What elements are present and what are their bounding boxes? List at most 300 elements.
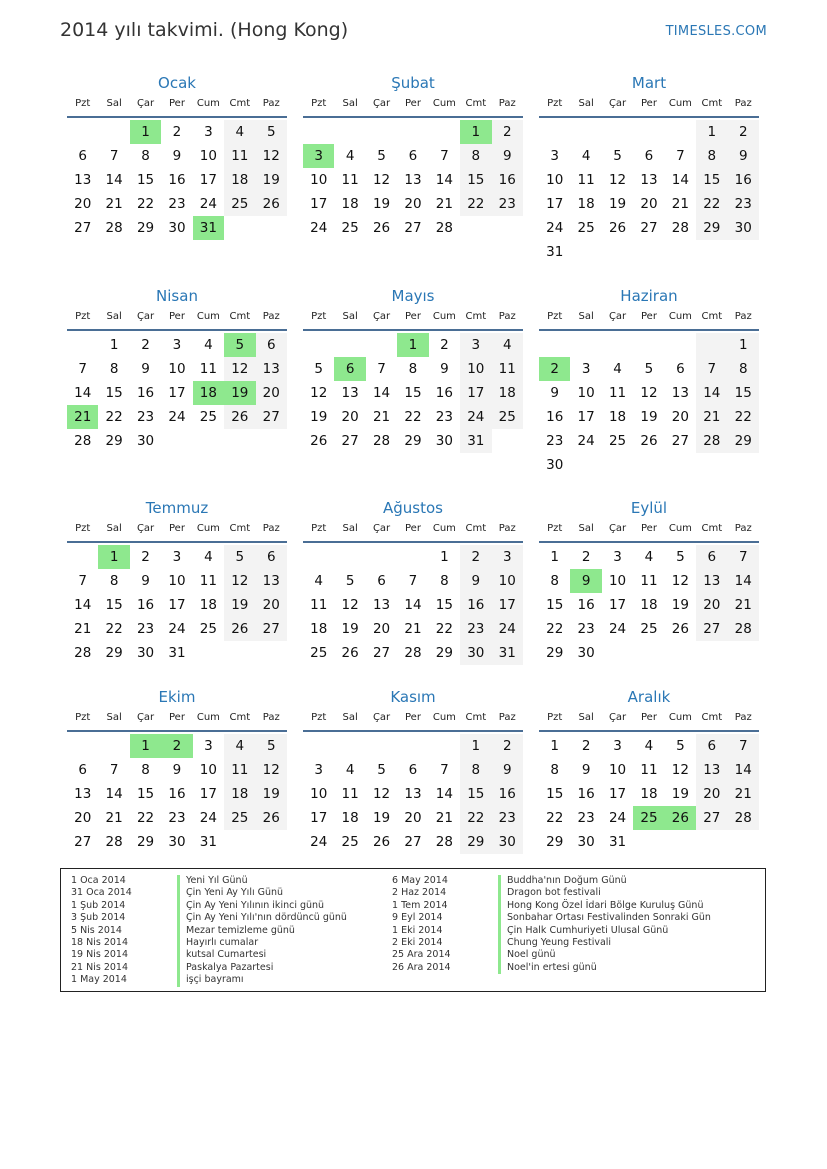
day-cell: 20 [404, 196, 422, 212]
day-cell: 17 [168, 597, 186, 613]
day-cell: 23 [168, 810, 186, 826]
day-cell: 22 [460, 806, 491, 830]
day-cell: 13 [256, 357, 287, 381]
month-calendar [303, 686, 523, 854]
weekday-label: Sal [578, 98, 594, 109]
day-cell: 24 [492, 617, 523, 641]
day-cell: 30 [136, 433, 155, 449]
day-cell: 6 [644, 148, 654, 164]
weekday-label: Per [169, 98, 185, 109]
day-cell: 24 [199, 196, 217, 212]
day-cell: 10 [577, 385, 595, 401]
day-cell: 31 [546, 244, 564, 260]
empty-cell [539, 333, 570, 357]
day-cell: 25 [199, 409, 217, 425]
day-cell: 1 [460, 120, 491, 144]
holiday-date: 25 Ara 2014 [392, 949, 451, 961]
weekday-label: Paz [262, 712, 280, 723]
day-cell: 30 [136, 645, 155, 661]
weekday-label: Çar [608, 311, 627, 322]
weekday-header [539, 94, 759, 118]
day-cell: 4 [613, 361, 622, 377]
day-cell: 12 [608, 172, 627, 188]
weekday-label: Paz [734, 311, 752, 322]
day-cell: 16 [546, 409, 564, 425]
weekday-label: Per [641, 712, 657, 723]
weekday-label: Cum [196, 523, 220, 534]
empty-cell [303, 734, 334, 758]
day-cell: 6 [78, 148, 87, 164]
weekday-label: Cmt [701, 98, 723, 109]
day-cell: 29 [460, 830, 491, 854]
day-cell: 19 [372, 196, 391, 212]
day-cell: 30 [168, 220, 186, 236]
weekday-header [67, 708, 287, 732]
weekday-label: Pzt [311, 523, 327, 534]
day-cell: 13 [404, 172, 422, 188]
day-cell: 18 [608, 409, 627, 425]
day-cell: 8 [141, 148, 150, 164]
day-cell: 7 [109, 762, 119, 778]
holiday-name: Noel'in ertesi günü [498, 962, 597, 974]
weekday-label: Cmt [229, 712, 251, 723]
day-cell: 11 [224, 144, 255, 168]
day-cell: 20 [640, 196, 658, 212]
day-cell: 2 [581, 738, 591, 754]
day-cell: 22 [404, 409, 422, 425]
weekday-label: Cum [432, 712, 456, 723]
day-grid [303, 120, 523, 240]
day-cell: 25 [310, 645, 328, 661]
day-cell: 12 [310, 385, 328, 401]
month-name: Mart [631, 74, 667, 92]
day-cell: 14 [435, 172, 453, 188]
day-cell: 8 [460, 758, 491, 782]
day-cell: 3 [492, 545, 523, 569]
holiday-legend [60, 868, 766, 992]
day-cell: 18 [199, 597, 217, 613]
weekday-label: Cmt [701, 712, 723, 723]
day-cell: 9 [440, 361, 449, 377]
day-cell: 29 [105, 645, 123, 661]
weekday-header [303, 307, 523, 331]
day-cell: 18 [193, 381, 224, 405]
day-cell: 15 [404, 385, 422, 401]
empty-cell [665, 333, 696, 357]
day-cell: 2 [728, 120, 759, 144]
day-cell: 14 [105, 786, 123, 802]
day-cell: 1 [130, 120, 161, 144]
day-cell: 5 [644, 361, 654, 377]
day-cell: 22 [136, 810, 155, 826]
holiday-name: Çin Ay Yeni Yılının ikinci günü [177, 900, 324, 912]
brand-logo[interactable]: TIMESLES.COM [665, 24, 767, 39]
day-grid [303, 545, 523, 665]
empty-cell [429, 120, 460, 144]
day-cell: 11 [608, 385, 627, 401]
weekday-label: Çar [608, 712, 627, 723]
weekday-label: Sal [106, 523, 122, 534]
holiday-date: 1 Tem 2014 [392, 899, 448, 911]
day-cell: 10 [199, 148, 217, 164]
day-cell: 13 [404, 786, 422, 802]
day-cell: 3 [613, 549, 622, 565]
holiday-name: Buddha'nın Doğum Günü [498, 875, 627, 887]
day-cell: 20 [74, 810, 92, 826]
weekday-label: Sal [342, 712, 358, 723]
holiday-date: 9 Eyl 2014 [392, 912, 443, 924]
weekday-label: Paz [498, 523, 516, 534]
day-cell: 23 [492, 806, 523, 830]
day-cell: 17 [577, 409, 595, 425]
day-cell: 6 [377, 573, 386, 589]
weekday-label: Cum [432, 98, 456, 109]
day-cell: 11 [341, 786, 359, 802]
day-cell: 7 [676, 148, 685, 164]
empty-cell [98, 120, 129, 144]
day-cell: 15 [435, 597, 453, 613]
day-cell: 9 [141, 361, 150, 377]
day-cell: 27 [74, 220, 92, 236]
day-cell: 30 [546, 457, 564, 473]
day-cell: 10 [199, 762, 217, 778]
day-cell: 16 [168, 786, 186, 802]
day-cell: 4 [492, 333, 523, 357]
day-cell: 21 [671, 196, 689, 212]
day-cell: 30 [728, 216, 759, 240]
weekday-label: Per [169, 523, 185, 534]
day-cell: 12 [224, 357, 255, 381]
day-cell: 13 [671, 385, 689, 401]
empty-cell [602, 120, 633, 144]
weekday-label: Pzt [547, 523, 563, 534]
month-calendar [67, 686, 287, 854]
day-cell: 8 [550, 762, 559, 778]
day-cell: 29 [136, 220, 155, 236]
day-cell: 18 [341, 810, 359, 826]
day-cell: 7 [78, 361, 87, 377]
weekday-label: Pzt [547, 712, 563, 723]
day-cell: 25 [633, 806, 664, 830]
day-cell: 26 [341, 645, 359, 661]
day-cell: 16 [136, 385, 155, 401]
day-cell: 27 [404, 834, 422, 850]
day-cell: 5 [256, 734, 287, 758]
empty-cell [303, 545, 334, 569]
day-cell: 8 [440, 573, 449, 589]
day-cell: 23 [136, 621, 155, 637]
day-cell: 3 [613, 738, 622, 754]
weekday-label: Çar [136, 712, 155, 723]
day-cell: 1 [696, 120, 727, 144]
empty-cell [696, 333, 727, 357]
day-cell: 31 [608, 834, 627, 850]
day-cell: 27 [671, 433, 689, 449]
holiday-name: Chung Yeung Festivali [498, 937, 611, 949]
weekday-label: Paz [734, 98, 752, 109]
day-cell: 6 [696, 545, 727, 569]
holiday-date: 1 Eki 2014 [392, 924, 443, 936]
day-cell: 26 [256, 806, 287, 830]
day-cell: 26 [640, 433, 658, 449]
holiday-date: 21 Nis 2014 [71, 961, 128, 973]
month-name: Ağustos [383, 499, 443, 517]
month-calendar [303, 497, 523, 665]
day-cell: 3 [172, 549, 182, 565]
weekday-label: Paz [734, 523, 752, 534]
month-name: Temmuz [145, 499, 209, 517]
day-cell: 16 [136, 597, 155, 613]
day-cell: 21 [372, 409, 391, 425]
weekday-label: Cum [196, 712, 220, 723]
holiday-name: Çin Halk Cumhuriyeti Ulusal Günü [498, 925, 668, 937]
day-cell: 26 [256, 192, 287, 216]
day-cell: 19 [310, 409, 328, 425]
day-cell: 27 [256, 617, 287, 641]
day-cell: 10 [608, 573, 627, 589]
weekday-label: Cum [432, 311, 456, 322]
day-cell: 8 [550, 573, 559, 589]
day-cell: 2 [492, 734, 523, 758]
weekday-label: Cmt [229, 523, 251, 534]
day-cell: 15 [546, 786, 564, 802]
day-cell: 17 [168, 385, 186, 401]
day-grid [303, 333, 523, 453]
day-grid [539, 120, 759, 264]
weekday-label: Çar [608, 98, 627, 109]
empty-cell [633, 120, 664, 144]
day-cell: 27 [696, 806, 727, 830]
day-cell: 23 [546, 433, 564, 449]
day-cell: 8 [460, 144, 491, 168]
weekday-header [539, 519, 759, 543]
day-cell: 1 [550, 738, 559, 754]
day-cell: 21 [105, 196, 123, 212]
day-cell: 1 [109, 337, 119, 353]
day-cell: 5 [345, 573, 355, 589]
day-cell: 5 [613, 148, 622, 164]
empty-cell [366, 545, 397, 569]
day-cell: 6 [676, 361, 685, 377]
weekday-label: Çar [136, 311, 155, 322]
day-cell: 7 [728, 545, 759, 569]
day-cell: 11 [640, 762, 658, 778]
weekday-label: Çar [136, 523, 155, 534]
weekday-label: Sal [342, 311, 358, 322]
day-cell: 24 [460, 405, 491, 429]
day-cell: 21 [67, 405, 98, 429]
day-cell: 2 [141, 549, 150, 565]
day-cell: 9 [570, 569, 601, 593]
day-cell: 5 [314, 361, 323, 377]
day-cell: 3 [460, 333, 491, 357]
empty-cell [633, 333, 664, 357]
weekday-label: Sal [106, 712, 122, 723]
month-calendar [303, 72, 523, 240]
holiday-date: 3 Şub 2014 [71, 912, 126, 924]
empty-cell [334, 120, 365, 144]
day-cell: 11 [199, 573, 217, 589]
day-cell: 16 [492, 168, 523, 192]
day-cell: 28 [74, 645, 92, 661]
day-cell: 28 [671, 220, 689, 236]
day-cell: 27 [74, 834, 92, 850]
day-cell: 5 [676, 549, 685, 565]
weekday-label: Per [169, 311, 185, 322]
day-cell: 18 [640, 786, 658, 802]
day-cell: 7 [728, 734, 759, 758]
day-cell: 16 [435, 385, 453, 401]
weekday-label: Sal [578, 523, 594, 534]
weekday-label: Cmt [701, 311, 723, 322]
holiday-name: Hong Kong Özel İdari Bölge Kuruluş Günü [498, 900, 703, 912]
day-cell: 13 [372, 597, 391, 613]
day-cell: 26 [372, 834, 391, 850]
day-cell: 25 [640, 621, 658, 637]
empty-cell [665, 120, 696, 144]
month-name: Eylül [630, 499, 668, 517]
day-cell: 11 [341, 172, 359, 188]
day-cell: 30 [577, 645, 595, 661]
holiday-date: 2 Eki 2014 [392, 936, 443, 948]
day-cell: 14 [74, 385, 92, 401]
day-cell: 22 [136, 196, 155, 212]
day-cell: 28 [372, 433, 391, 449]
month-calendar [539, 285, 759, 477]
empty-cell [397, 120, 428, 144]
day-cell: 21 [404, 621, 422, 637]
day-cell: 3 [303, 144, 334, 168]
day-cell: 3 [204, 124, 213, 140]
day-cell: 12 [341, 597, 359, 613]
day-cell: 28 [435, 220, 453, 236]
day-cell: 17 [546, 196, 564, 212]
empty-cell [366, 333, 397, 357]
weekday-label: Per [405, 523, 421, 534]
day-cell: 29 [404, 433, 422, 449]
empty-cell [570, 333, 601, 357]
day-grid [67, 734, 287, 854]
day-cell: 25 [492, 405, 523, 429]
day-cell: 22 [546, 621, 564, 637]
day-cell: 31 [199, 834, 217, 850]
day-cell: 7 [109, 148, 119, 164]
holiday-name: işçi bayramı [177, 974, 244, 986]
day-cell: 26 [224, 617, 255, 641]
weekday-label: Paz [262, 311, 280, 322]
month-name: Haziran [620, 287, 678, 305]
weekday-label: Per [405, 712, 421, 723]
day-cell: 1 [440, 549, 449, 565]
day-cell: 14 [105, 172, 123, 188]
month-calendar [67, 72, 287, 240]
month-name: Ocak [158, 74, 196, 92]
day-cell: 21 [696, 405, 727, 429]
day-cell: 26 [224, 405, 255, 429]
day-cell: 11 [577, 172, 595, 188]
day-cell: 22 [105, 621, 123, 637]
month-name: Şubat [391, 74, 435, 92]
day-cell: 14 [372, 385, 391, 401]
weekday-label: Çar [136, 98, 155, 109]
day-cell: 13 [640, 172, 658, 188]
day-cell: 28 [696, 429, 727, 453]
weekday-label: Pzt [75, 311, 91, 322]
day-cell: 15 [546, 597, 564, 613]
day-cell: 9 [492, 144, 523, 168]
day-cell: 21 [105, 810, 123, 826]
holiday-name: Noel günü [498, 949, 556, 961]
day-cell: 4 [644, 738, 654, 754]
day-cell: 2 [440, 337, 449, 353]
day-cell: 26 [310, 433, 328, 449]
day-cell: 7 [440, 148, 449, 164]
day-cell: 25 [341, 220, 359, 236]
day-cell: 19 [608, 196, 627, 212]
month-calendar [303, 285, 523, 453]
month-name: Ekim [158, 688, 196, 706]
day-cell: 24 [608, 621, 627, 637]
day-cell: 19 [224, 381, 255, 405]
month-calendar [539, 497, 759, 665]
day-cell: 19 [256, 168, 287, 192]
day-cell: 20 [696, 782, 727, 806]
weekday-label: Paz [498, 98, 516, 109]
day-cell: 20 [74, 196, 92, 212]
day-cell: 7 [696, 357, 727, 381]
day-cell: 19 [671, 597, 689, 613]
day-cell: 24 [168, 621, 186, 637]
weekday-label: Paz [262, 523, 280, 534]
weekday-label: Sal [106, 98, 122, 109]
day-cell: 3 [314, 762, 323, 778]
weekday-label: Pzt [547, 98, 563, 109]
month-name: Aralık [627, 688, 671, 706]
weekday-label: Cum [196, 311, 220, 322]
day-cell: 31 [168, 645, 186, 661]
day-cell: 2 [492, 120, 523, 144]
day-cell: 1 [728, 333, 759, 357]
day-cell: 23 [492, 192, 523, 216]
day-cell: 14 [728, 569, 759, 593]
day-cell: 23 [728, 192, 759, 216]
day-cell: 5 [377, 148, 386, 164]
day-cell: 2 [172, 124, 182, 140]
day-cell: 6 [408, 762, 418, 778]
empty-cell [303, 120, 334, 144]
day-cell: 3 [204, 738, 213, 754]
day-cell: 13 [256, 569, 287, 593]
day-cell: 1 [98, 545, 129, 569]
day-cell: 6 [78, 762, 87, 778]
weekday-label: Cum [432, 523, 456, 534]
day-cell: 25 [608, 433, 627, 449]
day-cell: 9 [141, 573, 150, 589]
day-cell: 5 [676, 738, 685, 754]
day-cell: 8 [728, 357, 759, 381]
day-cell: 9 [172, 148, 182, 164]
day-cell: 16 [168, 172, 186, 188]
day-cell: 6 [408, 148, 418, 164]
day-cell: 12 [640, 385, 658, 401]
day-cell: 4 [224, 120, 255, 144]
day-cell: 26 [671, 621, 689, 637]
holiday-date: 31 Oca 2014 [71, 887, 132, 899]
day-cell: 4 [345, 762, 355, 778]
day-cell: 5 [224, 545, 255, 569]
day-cell: 17 [310, 196, 328, 212]
day-cell: 12 [372, 786, 391, 802]
